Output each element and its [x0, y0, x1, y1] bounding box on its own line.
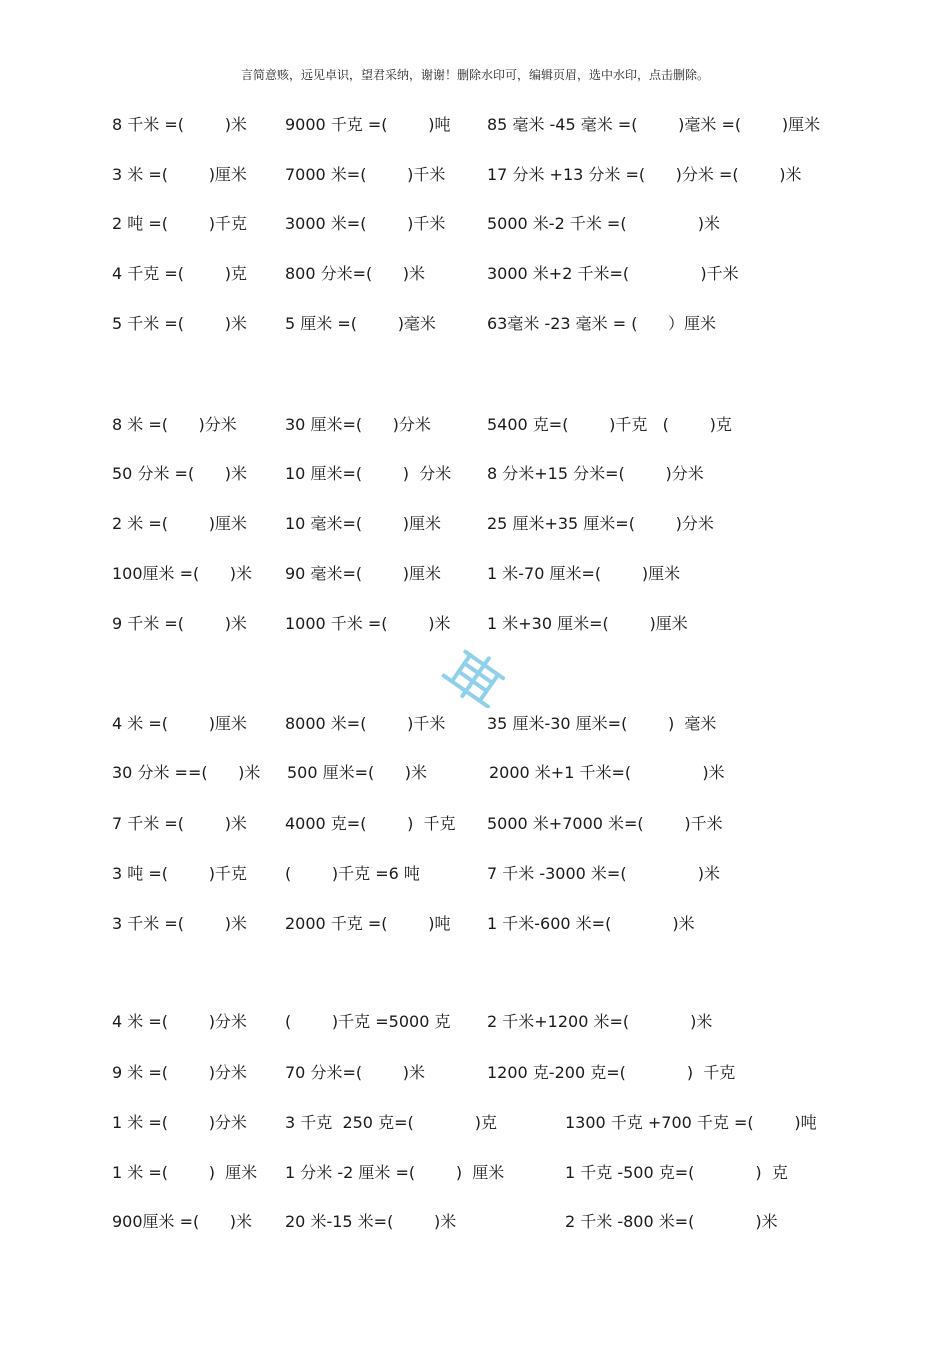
exercise-r12-c3: 2000 米+1 千米=( )米 [489, 763, 725, 782]
exercise-r10-c3: 1 米+30 厘米=( )厘米 [487, 614, 688, 633]
exercise-r8-c3: 25 厘米+35 厘米=( )分米 [487, 514, 714, 533]
exercise-r11-c1: 4 米 =( )厘米 [112, 714, 247, 733]
exercise-r7-c3: 8 分米+15 分米=( )分米 [487, 464, 704, 483]
exercise-r8-c2: 10 毫米=( )厘米 [285, 514, 442, 533]
exercise-r13-c1: 7 千米 =( )米 [112, 814, 247, 833]
exercise-r3-c2: 3000 米=( )千米 [285, 214, 446, 233]
exercise-r11-c3: 35 厘米-30 厘米=( ) 毫米 [487, 714, 717, 733]
exercise-r18-c1: 1 米 =( )分米 [112, 1113, 247, 1132]
exercise-r1-c1: 8 千米 =( )米 [112, 115, 247, 134]
exercise-r12-c2: 500 厘米=( )米 [287, 763, 428, 782]
exercise-r6-c2: 30 厘米=( )分米 [285, 415, 431, 434]
exercise-r17-c3: 1200 克-200 克=( ) 千克 [487, 1063, 736, 1082]
exercise-r6-c1: 8 米 =( )分米 [112, 415, 237, 434]
exercise-r5-c1: 5 千米 =( )米 [112, 314, 247, 333]
exercise-r10-c2: 1000 千米 =( )米 [285, 614, 451, 633]
page-header-note: 言简意赅，远见卓识，望君采纳，谢谢！删除水印可，编辑页眉，选中水印，点击删除。 [240, 68, 709, 82]
exercise-r14-c1: 3 吨 =( )千克 [112, 864, 247, 883]
exercise-r2-c3: 17 分米 +13 分米 =( )分米 =( )米 [487, 165, 802, 184]
exercise-r12-c1: 30 分米 ==( )米 [112, 763, 261, 782]
exercise-r19-c3: 1 千克 -500 克=( ) 克 [565, 1163, 788, 1182]
exercise-r9-c1: 100厘米 =( )米 [112, 564, 253, 583]
exercise-r6-c3: 5400 克=( )千克 ( )克 [487, 415, 732, 434]
exercise-r14-c3: 7 千米 -3000 米=( )米 [487, 864, 721, 883]
exercise-r2-c2: 7000 米=( )千米 [285, 165, 446, 184]
exercise-r2-c1: 3 米 =( )厘米 [112, 165, 247, 184]
exercise-r20-c1: 900厘米 =( )米 [112, 1212, 253, 1231]
exercise-r17-c2: 70 分米=( )米 [285, 1063, 426, 1082]
exercise-r7-c1: 50 分米 =( )米 [112, 464, 247, 483]
exercise-r1-c3: 85 毫米 -45 毫米 =( )毫米 =( )厘米 [487, 115, 821, 134]
exercise-r9-c3: 1 米-70 厘米=( )厘米 [487, 564, 681, 583]
exercise-r5-c3: 63毫米 -23 毫米 = ( ）厘米 [487, 314, 717, 333]
exercise-r3-c3: 5000 米-2 千米 =( )米 [487, 214, 721, 233]
exercise-r19-c1: 1 米 =( ) 厘米 [112, 1163, 258, 1182]
exercise-r15-c3: 1 千米-600 米=( )米 [487, 914, 695, 933]
exercise-r20-c3: 2 千米 -800 米=( )米 [565, 1212, 778, 1231]
exercise-r13-c2: 4000 克=( ) 千克 [285, 814, 456, 833]
exercise-r4-c1: 4 千克 =( )克 [112, 264, 247, 283]
exercise-r20-c2: 20 米-15 米=( )米 [285, 1212, 457, 1231]
exercise-r15-c1: 3 千米 =( )米 [112, 914, 247, 933]
exercise-r5-c2: 5 厘米 =( )毫米 [285, 314, 436, 333]
exercise-r4-c3: 3000 米+2 千米=( )千米 [487, 264, 739, 283]
exercise-r11-c2: 8000 米=( )千米 [285, 714, 446, 733]
exercise-r4-c2: 800 分米=( )米 [285, 264, 426, 283]
exercise-r1-c2: 9000 千克 =( )吨 [285, 115, 451, 134]
exercise-r8-c1: 2 米 =( )厘米 [112, 514, 247, 533]
exercise-r15-c2: 2000 千克 =( )吨 [285, 914, 451, 933]
exercise-r18-c2: 3 千克 250 克=( )克 [285, 1113, 497, 1132]
exercise-r9-c2: 90 毫米=( )厘米 [285, 564, 442, 583]
exercise-r13-c3: 5000 米+7000 米=( )千米 [487, 814, 723, 833]
exercise-r16-c3: 2 千米+1200 米=( )米 [487, 1012, 713, 1031]
watermark-stamp-icon [430, 648, 520, 708]
exercise-r16-c1: 4 米 =( )分米 [112, 1012, 247, 1031]
exercise-r10-c1: 9 千米 =( )米 [112, 614, 247, 633]
exercise-r18-c3: 1300 千克 +700 千克 =( )吨 [565, 1113, 817, 1132]
exercise-r14-c2: ( )千克 =6 吨 [285, 864, 420, 883]
exercise-r3-c1: 2 吨 =( )千克 [112, 214, 247, 233]
exercise-r17-c1: 9 米 =( )分米 [112, 1063, 247, 1082]
exercise-r16-c2: ( )千克 =5000 克 [285, 1012, 451, 1031]
exercise-r19-c2: 1 分米 -2 厘米 =( ) 厘米 [285, 1163, 505, 1182]
exercise-r7-c2: 10 厘米=( ) 分米 [285, 464, 452, 483]
